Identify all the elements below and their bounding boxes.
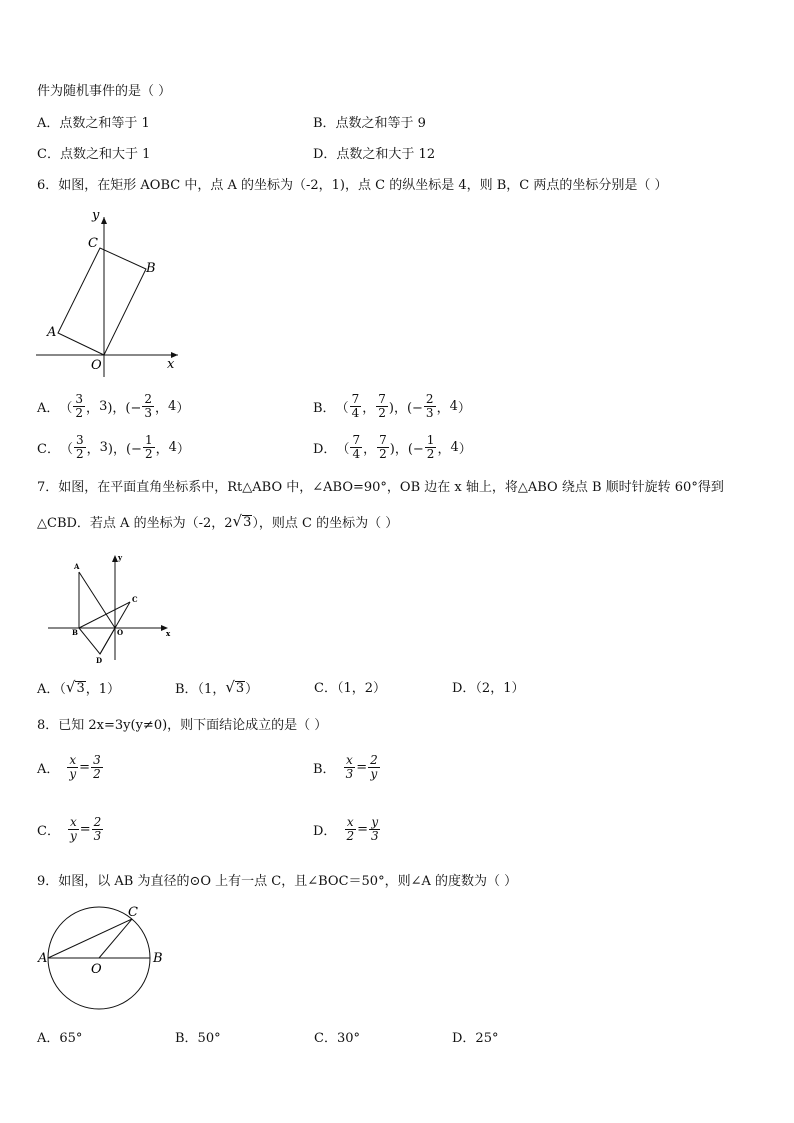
q6-label-b: B [146,261,156,276]
q5-stem-tail: 件为随机事件的是（ ） [37,84,172,99]
q9-label-a: A [38,951,48,966]
q6-label-a: A [47,325,57,340]
q7-option-a-pre: A．（ [37,682,66,697]
q6-b-p1-den: 4 [351,406,360,420]
q6-y-arrow [101,217,107,224]
q7-option-b-post: ） [245,682,259,697]
q6-c-p1-den: 2 [75,447,84,461]
q8-option-a [37,754,104,781]
q7-label-a: A [74,562,80,571]
q7-option-a-post: ，1） [85,682,121,697]
q5-option-b: B．点数之和等于 9 [313,116,426,131]
q8-option-d [313,816,382,843]
q6-d-p1-num: 7 [352,433,361,447]
q9-label-c: C [128,905,138,920]
q8-a-eq: = [79,760,91,775]
q6-b-p1y-den: 2 [378,406,386,420]
q8-option-d-letter: D． [313,824,337,839]
q7-triangle-bd [79,628,115,654]
q7-label-b: B [72,628,78,637]
q6-b-p2-num: 2 [425,392,434,406]
q8-b-left-num: x [345,753,353,767]
q7-option-b-pre: B．（1， [175,682,226,697]
q5-option-c: C．点数之和大于 1 [37,147,151,162]
q8-d-right-num: y [371,815,379,829]
q6-a-p2-y: 4 [168,399,177,414]
q8-b-right-num: 2 [370,753,378,767]
q8-c-right-num: 2 [93,815,102,829]
q6-option-c-letter: C． [37,442,60,457]
q6-figure [30,205,190,385]
q8-a-right-den: 2 [93,767,101,781]
q9-option-a: A．65° [37,1031,83,1046]
q6-option-a: A． （ $\frac{3}{2}$ ， 3 )，(− $\frac{2}{3}$ ， 4 ） [37,392,190,420]
q7-stem-line2 [37,512,398,531]
q8-a-left-den: y [69,767,77,781]
q8-d-left-num: x [346,815,354,829]
q9-option-b: B．50° [175,1031,221,1046]
q8-c-left-den: y [69,829,77,843]
q7-option-d: D．（2，1） [452,681,525,696]
q9-figure [36,900,172,1020]
q8-a-right-num: 3 [93,753,101,767]
q6-a-p1-den: 2 [75,406,84,420]
q6-d-p2-num: 1 [426,433,435,447]
q7-option-b-sqrt-arg: 3 [235,681,245,696]
q6-c-p2-num: 1 [144,433,153,447]
q6-c-p2-y: 4 [168,440,177,455]
q6-b-p1-num: 7 [351,392,360,406]
q7-stem-line1: 7．如图，在平面直角坐标系中，Rt△ABO 中，∠ABO=90°，OB 边在 x 轴上，将△ABO 绕点 B 顺时针旋转 60°得到 [37,480,724,495]
q8-option-a-letter: A． [37,762,60,777]
q8-c-right-den: 3 [93,829,102,843]
q9-label-o: O [91,962,102,977]
q6-label-x: x [167,357,175,372]
q6-b-p1y-num: 7 [378,392,386,406]
q7-label-d: D [96,656,103,664]
q8-d-left-den: 2 [346,829,355,843]
q6-c-p2-den: 2 [144,447,153,461]
q9-option-d: D．25° [452,1031,499,1046]
q6-d-p1y-den: 2 [379,447,387,461]
q7-label-o: O [117,628,124,637]
q6-a-p1-num: 3 [75,392,84,406]
q6-label-c: C [88,236,98,251]
q9-label-b: B [153,951,163,966]
q6-d-p2-y: 4 [450,440,459,455]
q8-c-eq: = [79,822,91,837]
q7-option-a-sqrt-arg: 3 [76,681,85,696]
q6-rectangle [58,248,146,355]
q6-option-a-letter: A． [37,401,60,416]
q8-option-b-letter: B． [313,762,336,777]
q9-stem: 9．如图，以 AB 为直径的⊙O 上有一点 C，且∠BOC＝50°，则∠A 的度数为（ ） [37,874,518,889]
q8-d-right-den: 3 [370,829,379,843]
q6-option-b-letter: B． [313,401,336,416]
q6-label-o: O [91,358,102,373]
q6-c-p1-y: 3 [99,440,108,455]
q6-d-p2-den: 2 [426,447,435,461]
q6-d-p1y-num: 7 [379,433,387,447]
q8-b-eq: = [356,760,368,775]
q7-stem2-a: △CBD．若点 A 的坐标为（-2，2 [37,516,233,531]
q6-a-p1-y: 3 [99,399,108,414]
q9-option-c: C．30° [314,1031,360,1046]
q7-stem2-b: ），则点 C 的坐标为（ ） [252,516,399,531]
q8-option-b [313,754,381,781]
q7-triangle-abo [79,572,115,628]
q6-b-p2-y: 4 [449,399,458,414]
q8-option-c [37,816,104,843]
q7-option-a-sqrt: √ 3 [65,678,85,696]
q7-option-a [37,678,120,697]
q8-a-left-num: x [69,753,77,767]
q7-stem2-sqrt: √ 3 [232,512,252,530]
q6-option-c: C． （ $\frac{3}{2}$ ， 3 )，(− $\frac{1}{2}$ ， 4 ） [37,433,190,461]
q7-stem2-sqrt-arg: 3 [243,515,252,530]
q8-option-c-letter: C． [37,824,60,839]
q7-option-c: C．（1，2） [314,681,386,696]
q6-option-b: B． （ $\frac{7}{4}$ ， $\frac{7}{2}$ )，(− $\frac{2}{3}$ ， 4 ） [313,392,471,420]
q6-c-p1-num: 3 [75,433,84,447]
q7-label-y: y [118,553,123,562]
q6-d-p1-den: 4 [352,447,361,461]
q8-stem: 8．已知 2x=3y(y≠0)，则下面结论成立的是（ ） [37,718,328,733]
q7-label-c: C [132,595,138,604]
q7-label-x: x [166,629,171,638]
q6-a-p2-den: 3 [144,406,153,420]
q5-option-a: A．点数之和等于 1 [37,116,150,131]
q6-b-p2-den: 3 [425,406,434,420]
q6-option-d-letter: D． [313,442,337,457]
q5-option-d: D．点数之和大于 12 [313,147,436,162]
q6-option-d: D． （ $\frac{7}{4}$ ， $\frac{7}{2}$ )，(− $\frac{1}{2}$ ， 4 ） [313,433,472,461]
q7-option-b-sqrt: √ 3 [225,678,245,696]
q6-a-p2-num: 2 [144,392,153,406]
q8-d-eq: = [357,822,368,837]
q7-figure [42,552,178,664]
q8-b-right-den: y [370,767,378,781]
q6-label-y: y [92,208,100,223]
q8-c-left-num: x [69,815,77,829]
q7-option-b [175,678,258,697]
q8-b-left-den: 3 [345,767,354,781]
q9-radius-oc [99,919,132,958]
q6-stem: 6．如图，在矩形 AOBC 中，点 A 的坐标为（-2，1)，点 C 的纵坐标是 4，则 B，C 两点的坐标分别是（ ） [37,178,668,193]
